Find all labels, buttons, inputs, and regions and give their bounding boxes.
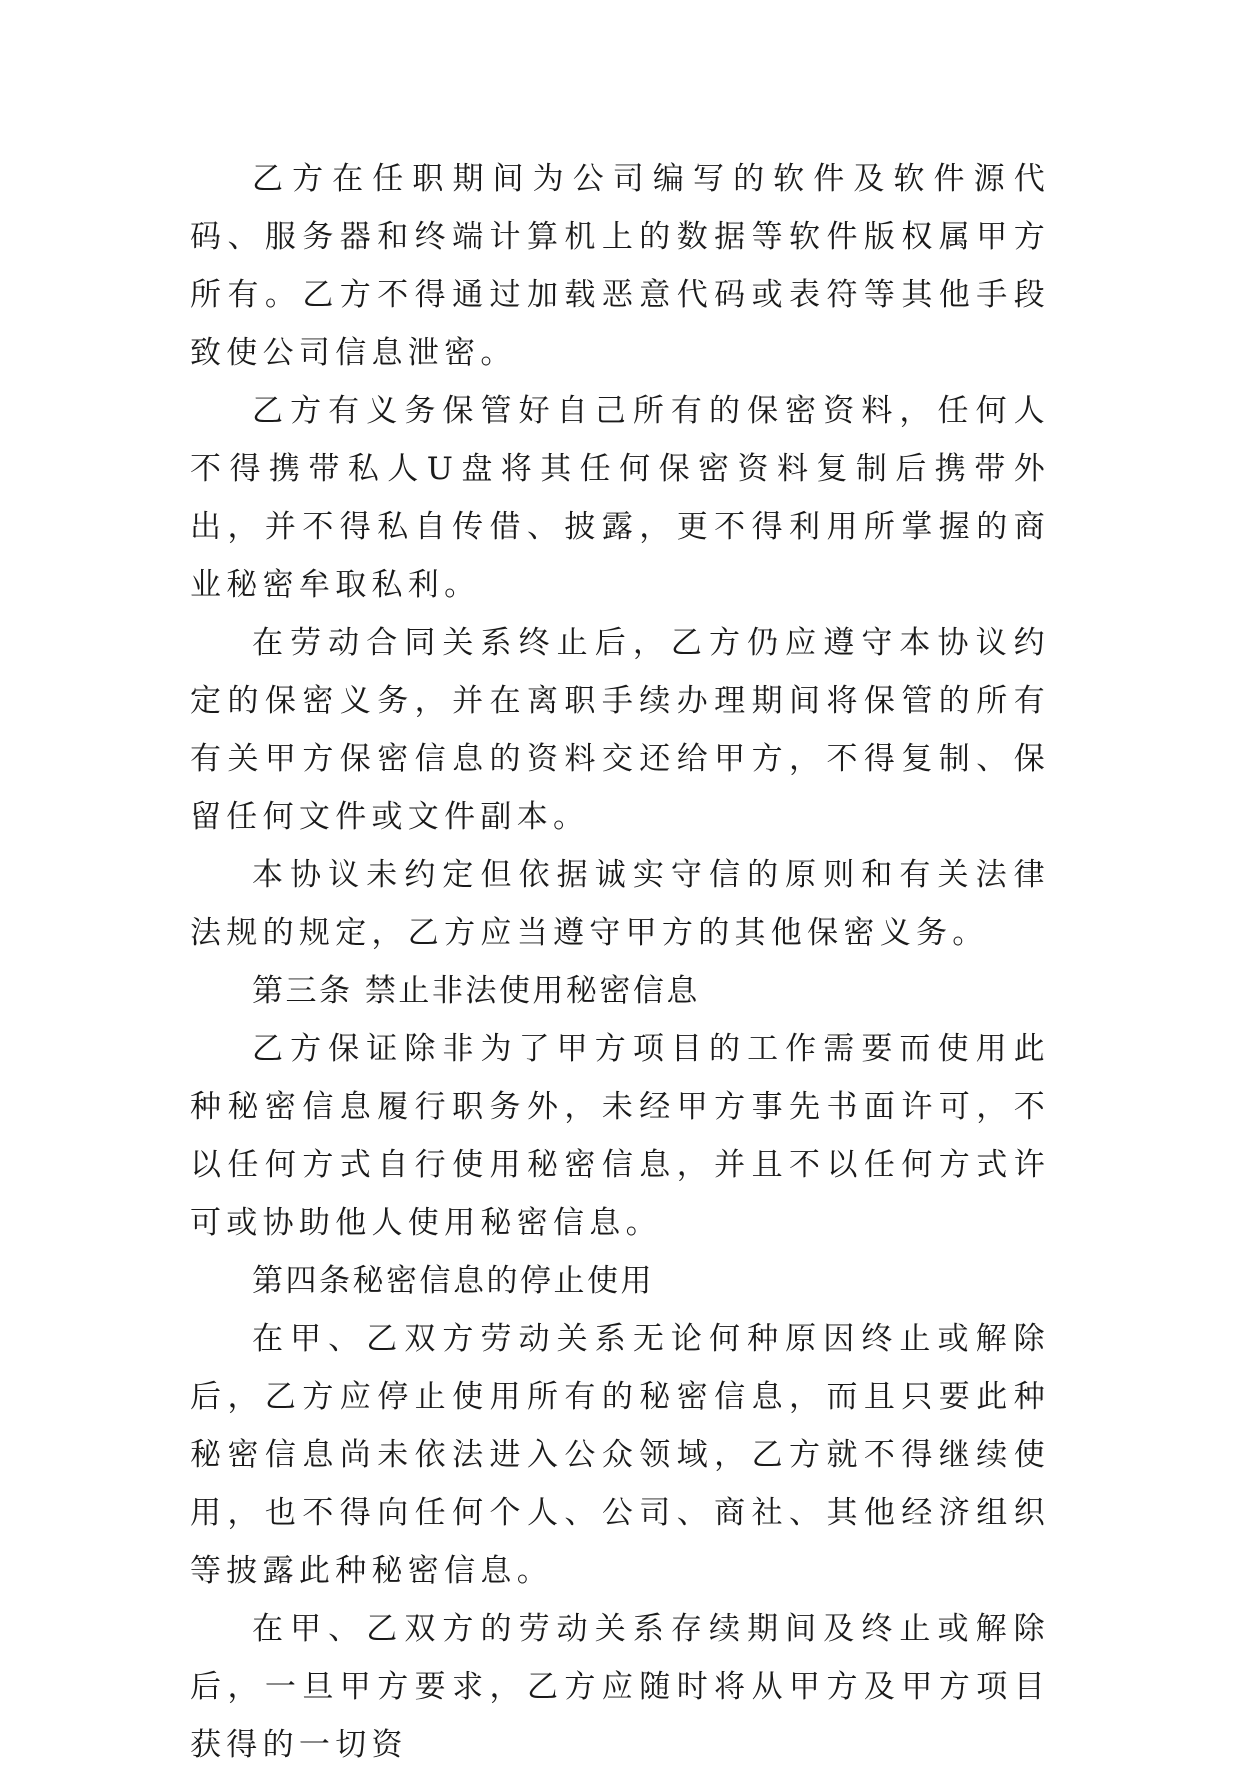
article-4-heading: 第四条秘密信息的停止使用 xyxy=(252,1263,654,1299)
paragraph-return-materials: 在甲、乙双方的劳动关系存续期间及终止或解除后，一旦甲方要求，乙方应随时将从甲方及甲方项目获得的一切资 xyxy=(190,1611,1050,1763)
paragraph-no-illegal-use: 乙方保证除非为了甲方项目的工作需要而使用此种秘密信息履行职务外，未经甲方事先书面许可，不以任何方式自行使用秘密信息，并且不以任何方式许可或协助他人使用秘密信息。 xyxy=(190,1031,1050,1241)
paragraph-stop-use: 在甲、乙双方劳动关系无论何种原因终止或解除后，乙方应停止使用所有的秘密信息，而且只要此种秘密信息尚未依法进入公众领域，乙方就不得继续使用，也不得向任何个人、公司、商社、其他经济组织等披露此种秘密信息。 xyxy=(190,1321,1050,1589)
paragraph-software-copyright: 乙方在任职期间为公司编写的软件及软件源代码、服务器和终端计算机上的数据等软件版权属甲方所有。乙方不得通过加载恶意代码或表符等其他手段致使公司信息泄密。 xyxy=(190,161,1050,371)
document-page xyxy=(190,150,1050,1774)
paragraph-keep-confidential-materials: 乙方有义务保管好自己所有的保密资料，任何人不得携带私人U盘将其任何保密资料复制后携带外出，并不得私自传借、披露，更不得利用所掌握的商业秘密牟取私利。 xyxy=(190,393,1050,603)
article-3-heading: 第三条 禁止非法使用秘密信息 xyxy=(252,973,700,1009)
paragraph-after-termination: 在劳动合同关系终止后，乙方仍应遵守本协议约定的保密义务，并在离职手续办理期间将保管的所有有关甲方保密信息的资料交还给甲方，不得复制、保留任何文件或文件副本。 xyxy=(190,625,1050,835)
paragraph-other-obligations: 本协议未约定但依据诚实守信的原则和有关法律法规的规定，乙方应当遵守甲方的其他保密义务。 xyxy=(190,857,1050,951)
